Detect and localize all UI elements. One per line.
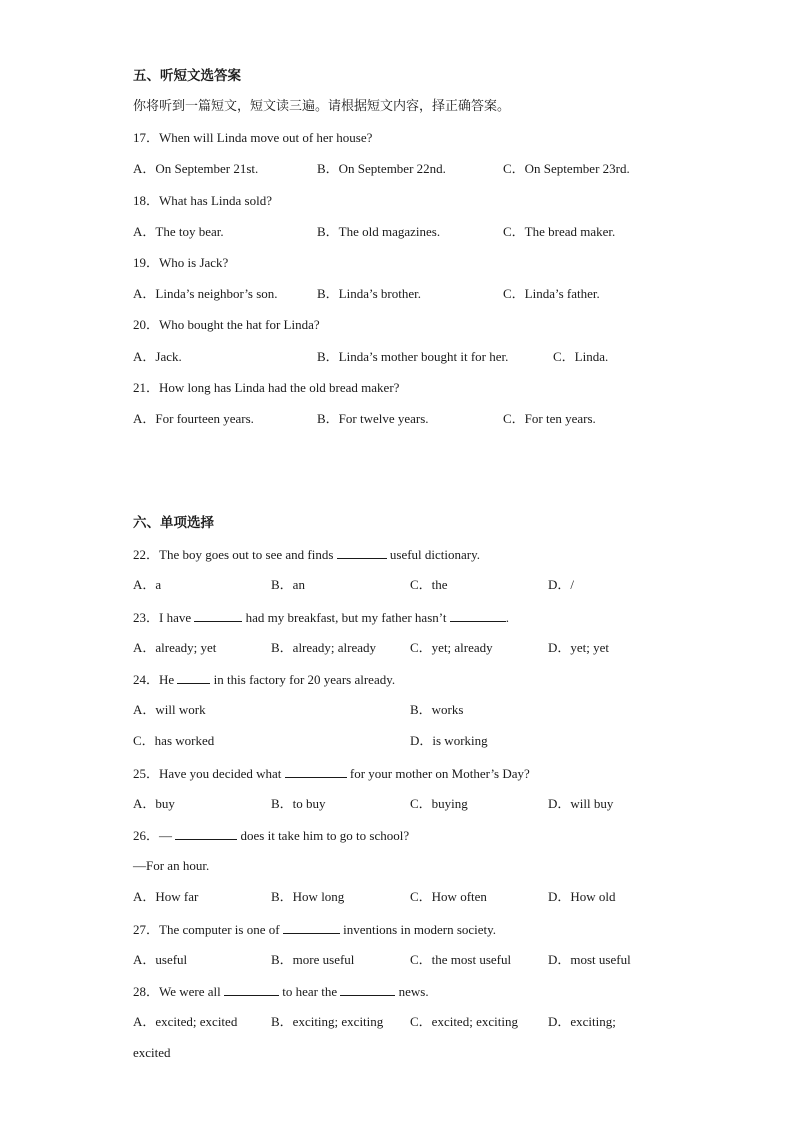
question-22-option-a: A．a bbox=[133, 577, 162, 592]
question-25-option-b: B．to buy bbox=[271, 796, 326, 811]
section-5-heading: 五、听短文选答案 bbox=[133, 68, 241, 84]
question-28-option-d-wrap: excited bbox=[133, 1045, 171, 1060]
question-20-option-b: B．Linda’s mother bought it for her. bbox=[317, 349, 509, 364]
answer-blank bbox=[177, 670, 210, 684]
section-6-heading: 六、单项选择 bbox=[133, 515, 214, 531]
answer-blank bbox=[283, 920, 340, 934]
question-22-stem: 22．The boy goes out to see and finds useful dictionary. bbox=[133, 547, 481, 562]
question-21-option-a: A．For fourteen years. bbox=[133, 411, 254, 426]
question-27-option-a: A．useful bbox=[133, 952, 188, 967]
question-19-option-a: A．Linda’s neighbor’s son. bbox=[133, 286, 278, 301]
question-23-stem: 23．I have had my breakfast, but my father hasn’t . bbox=[133, 610, 509, 625]
question-27-stem: 27．The computer is one of inventions in modern society. bbox=[133, 922, 497, 937]
question-24-option-a: A．will work bbox=[133, 702, 206, 717]
question-24-option-c: C．has worked bbox=[133, 733, 215, 748]
question-23-option-a: A．already; yet bbox=[133, 640, 217, 655]
question-23-option-c: C．yet; already bbox=[410, 640, 493, 655]
answer-blank bbox=[175, 826, 237, 840]
answer-blank bbox=[194, 608, 242, 622]
question-24-option-b: B．works bbox=[410, 702, 464, 717]
question-26-option-a: A．How far bbox=[133, 889, 199, 904]
question-18-stem: 18．What has Linda sold? bbox=[133, 193, 272, 208]
answer-blank bbox=[450, 608, 506, 622]
question-28-stem: 28．We were all to hear the news. bbox=[133, 984, 429, 999]
question-25-stem: 25．Have you decided what for your mother on Mother’s Day? bbox=[133, 766, 530, 781]
question-26-stem: 26．— does it take him to go to school? bbox=[133, 828, 410, 843]
question-24-stem: 24．He in this factory for 20 years already. bbox=[133, 672, 396, 687]
question-28-option-b: B．exciting; exciting bbox=[271, 1014, 384, 1029]
question-25-option-a: A．buy bbox=[133, 796, 175, 811]
question-23-option-b: B．already; already bbox=[271, 640, 377, 655]
question-20-stem: 20．Who bought the hat for Linda? bbox=[133, 317, 320, 332]
question-18-option-a: A．The toy bear. bbox=[133, 224, 224, 239]
question-17-stem: 17．When will Linda move out of her house? bbox=[133, 130, 373, 145]
question-21-option-c: C．For ten years. bbox=[503, 411, 596, 426]
question-20-option-a: A．Jack. bbox=[133, 349, 182, 364]
answer-blank bbox=[340, 982, 395, 996]
question-26-option-d: D．How old bbox=[548, 889, 616, 904]
question-28-option-c: C．excited; exciting bbox=[410, 1014, 518, 1029]
question-28-option-d: D．exciting; bbox=[548, 1014, 616, 1029]
question-21-option-b: B．For twelve years. bbox=[317, 411, 429, 426]
question-20-option-c: C．Linda. bbox=[553, 349, 609, 364]
question-21-stem: 21．How long has Linda had the old bread maker? bbox=[133, 380, 400, 395]
question-26-option-c: C．How often bbox=[410, 889, 487, 904]
question-22-option-b: B．an bbox=[271, 577, 305, 592]
question-25-option-d: D．will buy bbox=[548, 796, 614, 811]
question-18-option-b: B．The old magazines. bbox=[317, 224, 441, 239]
question-17-option-c: C．On September 23rd. bbox=[503, 161, 630, 176]
question-28-option-a: A．excited; excited bbox=[133, 1014, 238, 1029]
question-19-stem: 19．Who is Jack? bbox=[133, 255, 229, 270]
question-26-answer-line: —For an hour. bbox=[133, 858, 210, 873]
section-5-instruction: 你将听到一篇短文，短文读三遍。请根据短文内容，择正确答案。 bbox=[133, 99, 511, 114]
question-27-option-b: B．more useful bbox=[271, 952, 355, 967]
question-23-option-d: D．yet; yet bbox=[548, 640, 610, 655]
question-22-option-d: D．/ bbox=[548, 577, 575, 592]
question-22-option-c: C．the bbox=[410, 577, 448, 592]
answer-blank bbox=[337, 545, 387, 559]
answer-blank bbox=[285, 764, 347, 778]
question-27-option-c: C．the most useful bbox=[410, 952, 512, 967]
question-18-option-c: C．The bread maker. bbox=[503, 224, 616, 239]
question-19-option-c: C．Linda’s father. bbox=[503, 286, 600, 301]
answer-blank bbox=[224, 982, 279, 996]
question-26-option-b: B．How long bbox=[271, 889, 345, 904]
question-17-option-a: A．On September 21st. bbox=[133, 161, 259, 176]
question-17-option-b: B．On September 22nd. bbox=[317, 161, 446, 176]
question-27-option-d: D．most useful bbox=[548, 952, 631, 967]
question-19-option-b: B．Linda’s brother. bbox=[317, 286, 421, 301]
question-24-option-d: D．is working bbox=[410, 733, 488, 748]
question-25-option-c: C．buying bbox=[410, 796, 468, 811]
